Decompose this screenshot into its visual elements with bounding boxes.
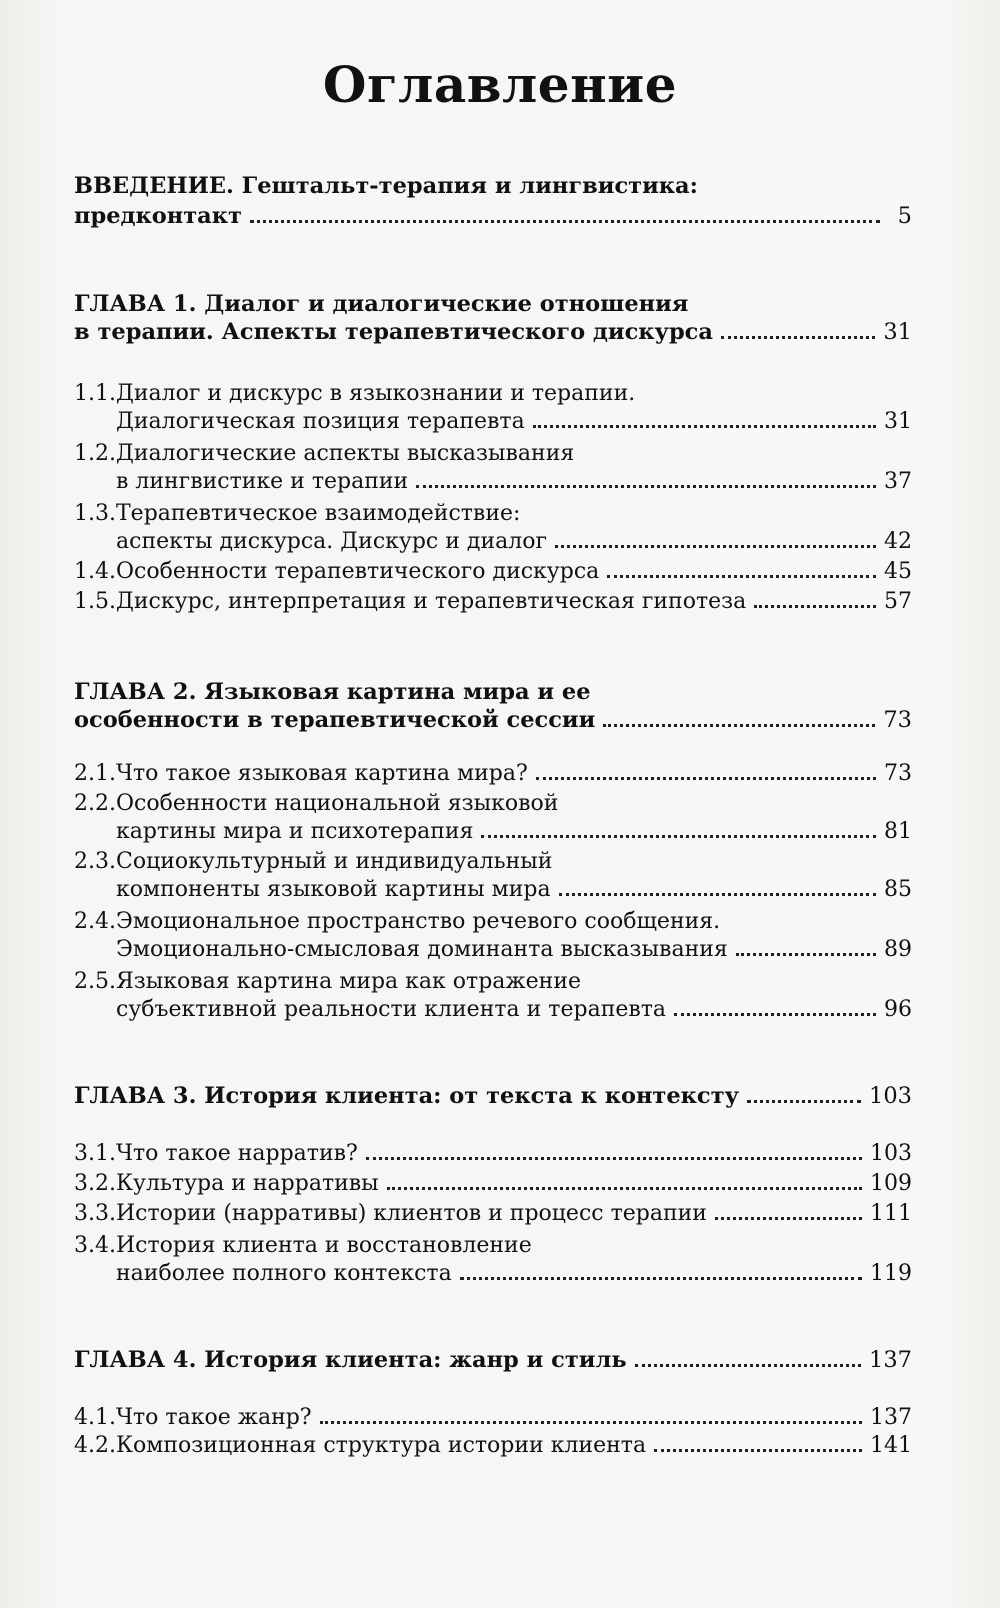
toc-page-number: 103 [870, 1141, 912, 1166]
toc-section-line [74, 848, 912, 876]
toc-section-line [74, 996, 912, 1024]
dot-leader [416, 485, 876, 488]
dot-leader [320, 1421, 862, 1424]
toc-section-number: 1.4. [74, 559, 116, 584]
toc-page-number: 5 [897, 203, 912, 229]
toc-entry-text: Языковая картина мира как отражение [116, 969, 581, 994]
toc-entry-text: предконтакт [74, 203, 242, 229]
toc-section-line [74, 408, 912, 436]
dot-leader [736, 953, 876, 956]
toc-entry-text: Дискурс, интерпретация и терапевтическая гипотеза [116, 589, 747, 614]
toc-page-number: 103 [869, 1083, 912, 1109]
toc-section-line [74, 558, 912, 586]
toc-page-number: 37 [884, 469, 912, 494]
toc-page-number: 119 [870, 1261, 912, 1286]
toc-page-number: 73 [884, 761, 912, 786]
toc-section-number: 3.1. [74, 1141, 116, 1166]
toc-entry-text: Эмоциональное пространство речевого сообщения. [116, 909, 721, 934]
dot-leader [607, 575, 876, 578]
toc-entry-text: Диалогическая позиция терапевта [116, 409, 525, 434]
toc-section-line [74, 818, 912, 846]
dot-leader [387, 1187, 862, 1190]
toc-entry-text: Особенности терапевтического дискурса [116, 559, 600, 584]
toc-section-number: 1.1. [74, 381, 116, 406]
toc-page-number: 73 [883, 707, 912, 733]
dot-leader [715, 1217, 862, 1220]
toc-chapter-line [74, 202, 912, 230]
toc-section-line [74, 876, 912, 904]
toc-page-number: 31 [884, 409, 912, 434]
dot-leader [460, 1277, 862, 1280]
toc-section-number: 4.2. [74, 1433, 116, 1458]
dot-leader [536, 777, 876, 780]
dot-leader [654, 1449, 862, 1452]
toc-section-number: 4.1. [74, 1405, 116, 1430]
dot-leader [721, 336, 875, 339]
toc-entry-text: в терапии. Аспекты терапевтического дискурса [74, 319, 713, 345]
toc-entry-text: компоненты языковой картины мира [116, 877, 551, 902]
toc-entry-text: Что такое жанр? [116, 1405, 312, 1430]
toc-entry-text: Диалог и дискурс в языкознании и терапии. [116, 381, 636, 406]
toc-page-number: 137 [869, 1347, 912, 1373]
dot-leader [250, 220, 880, 223]
toc-section-line [74, 1170, 912, 1198]
toc-chapter-line [74, 318, 912, 346]
toc-entry-text: Социокультурный и индивидуальный [116, 849, 553, 874]
toc-page-number: 85 [884, 877, 912, 902]
toc-section-line [74, 790, 912, 818]
toc-entry-text: наиболее полного контекста [116, 1261, 452, 1286]
toc-entry-text: Диалогические аспекты высказывания [116, 441, 575, 466]
toc-page-number: 81 [884, 819, 912, 844]
toc-entry-text: Что такое нарратив? [116, 1141, 358, 1166]
toc-entry-text: картины мира и психотерапия [116, 819, 474, 844]
toc-section-line [74, 1140, 912, 1168]
toc-section-number: 2.2. [74, 791, 116, 816]
toc-entry-text: Терапевтическое взаимодействие: [116, 501, 521, 526]
toc-section-line [74, 936, 912, 964]
toc-section-number: 1.2. [74, 441, 116, 466]
toc-entry-text: Культура и нарративы [116, 1171, 379, 1196]
toc-section-line [74, 760, 912, 788]
toc-chapter-line [74, 1082, 912, 1110]
dot-leader [555, 545, 876, 548]
toc-section-number: 1.5. [74, 589, 116, 614]
dot-leader [603, 724, 875, 727]
toc-section-number: 1.3. [74, 501, 116, 526]
toc-section-number: 2.5. [74, 969, 116, 994]
toc-page-number: 31 [883, 319, 912, 345]
toc-section-number: 2.3. [74, 849, 116, 874]
toc-page-number: 111 [870, 1201, 912, 1226]
toc-chapter-line [74, 706, 912, 734]
toc-section-line [74, 1200, 912, 1228]
dot-leader [366, 1157, 862, 1160]
toc-page-number: 89 [884, 937, 912, 962]
toc-section-line [74, 528, 912, 556]
dot-leader [754, 605, 876, 608]
toc-page-number: 96 [884, 997, 912, 1022]
toc-section-line [74, 380, 912, 408]
toc-page-number: 137 [870, 1405, 912, 1430]
toc-page-number: 109 [870, 1171, 912, 1196]
toc-section-line [74, 1432, 912, 1460]
dot-leader [674, 1013, 876, 1016]
toc-entry-text: субъективной реальности клиента и терапевта [116, 997, 667, 1022]
toc-entry-text: ГЛАВА 1. Диалог и диалогические отношения [74, 291, 689, 317]
dot-leader [559, 893, 876, 896]
toc-section-number: 3.3. [74, 1201, 116, 1226]
toc-entry-text: История клиента и восстановление [116, 1233, 532, 1258]
toc-entry-text: ГЛАВА 4. История клиента: жанр и стиль [74, 1347, 627, 1373]
toc-page-number: 45 [884, 559, 912, 584]
toc-chapter-line [74, 290, 912, 318]
toc-entry-text: ГЛАВА 3. История клиента: от текста к контексту [74, 1083, 739, 1109]
toc-section-number: 3.4. [74, 1233, 116, 1258]
toc-chapter-line [74, 1346, 912, 1374]
toc-entry-text: особенности в терапевтической сессии [74, 707, 596, 733]
toc-entry-text: аспекты дискурса. Дискурс и диалог [116, 529, 547, 554]
toc-entry-text: Истории (нарративы) клиентов и процесс терапии [116, 1201, 707, 1226]
toc-section-line [74, 908, 912, 936]
toc-page-number: 42 [884, 529, 912, 554]
toc-entry-text: Эмоционально-смысловая доминанта высказывания [116, 937, 728, 962]
toc-page-number: 57 [884, 589, 912, 614]
toc-entry-text: Что такое языковая картина мира? [116, 761, 528, 786]
toc-entry-text: Особенности национальной языковой [116, 791, 559, 816]
toc-entry-text: ГЛАВА 2. Языковая картина мира и ее [74, 679, 591, 705]
toc-section-line [74, 500, 912, 528]
dot-leader [747, 1100, 861, 1103]
toc-section-number: 2.1. [74, 761, 116, 786]
toc-section-line [74, 968, 912, 996]
toc-section-line [74, 468, 912, 496]
dot-leader [533, 425, 876, 428]
dot-leader [635, 1364, 861, 1367]
toc-section-line [74, 1404, 912, 1432]
toc-section-number: 3.2. [74, 1171, 116, 1196]
toc-entry-text: Композиционная структура истории клиента [116, 1433, 647, 1458]
toc-page-number: 141 [870, 1433, 912, 1458]
toc-entry-text: ВВЕДЕНИЕ. Гештальт-терапия и лингвистика: [74, 173, 698, 199]
toc-chapter-line [74, 172, 912, 200]
toc-section-line [74, 588, 912, 616]
toc-section-line [74, 1260, 912, 1288]
dot-leader [481, 835, 876, 838]
toc-section-number: 2.4. [74, 909, 116, 934]
toc-section-line [74, 440, 912, 468]
toc-chapter-line [74, 678, 912, 706]
page-title: Оглавление [322, 55, 678, 114]
toc-section-line [74, 1232, 912, 1260]
toc-entry-text: в лингвистике и терапии [116, 469, 409, 494]
